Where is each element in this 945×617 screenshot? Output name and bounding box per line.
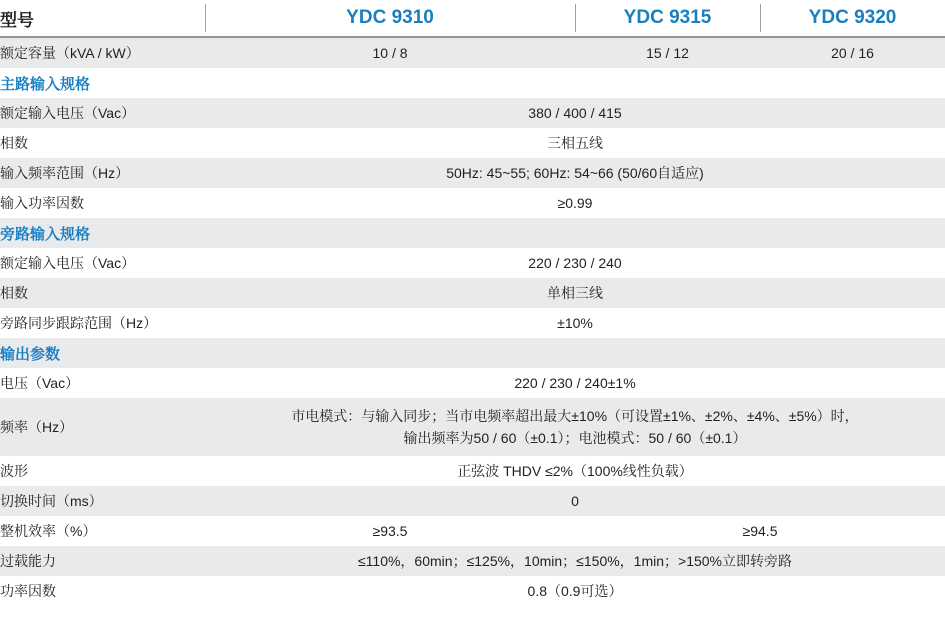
section-header-row <box>0 68 945 98</box>
table-row <box>0 576 945 606</box>
row-value: ≥0.99 <box>557 195 593 211</box>
row-label: 输入频率范围（Hz） <box>0 165 130 181</box>
column-divider <box>575 4 576 32</box>
row-label: 额定容量（kVA / kW） <box>0 45 140 61</box>
table-row <box>0 398 945 456</box>
section-title: 旁路输入规格 <box>0 225 91 243</box>
row-value: 正弦波 THDV ≤2%（100%线性负载） <box>457 463 693 479</box>
header-model-3-label: YDC 9320 <box>808 7 897 28</box>
column-divider <box>760 4 761 32</box>
table-row <box>0 456 945 486</box>
section-header-row <box>0 218 945 248</box>
row-value: 10 / 8 <box>372 45 408 61</box>
row-label: 额定输入电压（Vac） <box>0 255 136 271</box>
table-row <box>0 188 945 218</box>
header-model-2-label: YDC 9315 <box>623 7 712 28</box>
row-value: 50Hz: 45~55; 60Hz: 54~66 (50/60自适应) <box>446 165 704 181</box>
section-header-row <box>0 338 945 368</box>
row-label: 相数 <box>0 285 28 301</box>
table-row <box>0 248 945 278</box>
header-model-1-label: YDC 9310 <box>346 7 434 28</box>
header-model-1 <box>205 0 575 36</box>
row-value: 三相五线 <box>547 135 603 151</box>
row-value-line-1: 市电模式：与输入同步；当市电频率超出最大±10%（可设置±1%、±2%、±4%、±5%）时， <box>291 408 859 424</box>
table-row <box>0 516 945 546</box>
row-label: 功率因数 <box>0 583 56 599</box>
row-label: 频率（Hz） <box>0 419 74 435</box>
row-value: ±10% <box>557 315 593 331</box>
section-title: 主路输入规格 <box>0 75 91 93</box>
table-row <box>0 546 945 576</box>
row-value-line-2: 输出频率为50 / 60（±0.1）；电池模式：50 / 60（±0.1） <box>403 430 747 446</box>
row-label: 波形 <box>0 463 28 479</box>
row-label: 旁路同步跟踪范围（Hz） <box>0 315 158 331</box>
row-value <box>205 398 945 456</box>
table-row <box>0 128 945 158</box>
header-label: 型号 <box>0 10 34 30</box>
header-model-2 <box>575 0 760 36</box>
table-row <box>0 278 945 308</box>
table-row <box>0 158 945 188</box>
row-label: 输入功率因数 <box>0 195 84 211</box>
row-value: 单相三线 <box>547 285 603 301</box>
row-label: 整机效率（%） <box>0 523 97 539</box>
row-value: 0 <box>571 493 579 509</box>
table-row <box>0 308 945 338</box>
row-value: ≤110%，60min；≤125%，10min；≤150%，1min；>150%立即转旁路 <box>357 553 793 569</box>
row-label: 切换时间（ms） <box>0 493 103 509</box>
table-row <box>0 98 945 128</box>
row-label: 额定输入电压（Vac） <box>0 105 136 121</box>
table-row <box>0 486 945 516</box>
table-row <box>0 38 945 68</box>
row-value: 20 / 16 <box>831 45 874 61</box>
row-value: ≥94.5 <box>742 523 778 539</box>
row-value: 15 / 12 <box>646 45 689 61</box>
header-model-3 <box>760 0 945 36</box>
row-value: 0.8（0.9可选） <box>527 583 623 599</box>
table-header-row <box>0 0 945 36</box>
column-divider <box>205 4 206 32</box>
row-label: 相数 <box>0 135 28 151</box>
section-title: 输出参数 <box>0 345 61 363</box>
table-row <box>0 368 945 398</box>
row-value: 380 / 400 / 415 <box>528 105 622 121</box>
row-value: 220 / 230 / 240 <box>528 255 622 271</box>
row-label: 过载能力 <box>0 553 56 569</box>
row-value: 220 / 230 / 240±1% <box>514 375 636 391</box>
row-value: ≥93.5 <box>372 523 408 539</box>
row-label: 电压（Vac） <box>0 375 80 391</box>
